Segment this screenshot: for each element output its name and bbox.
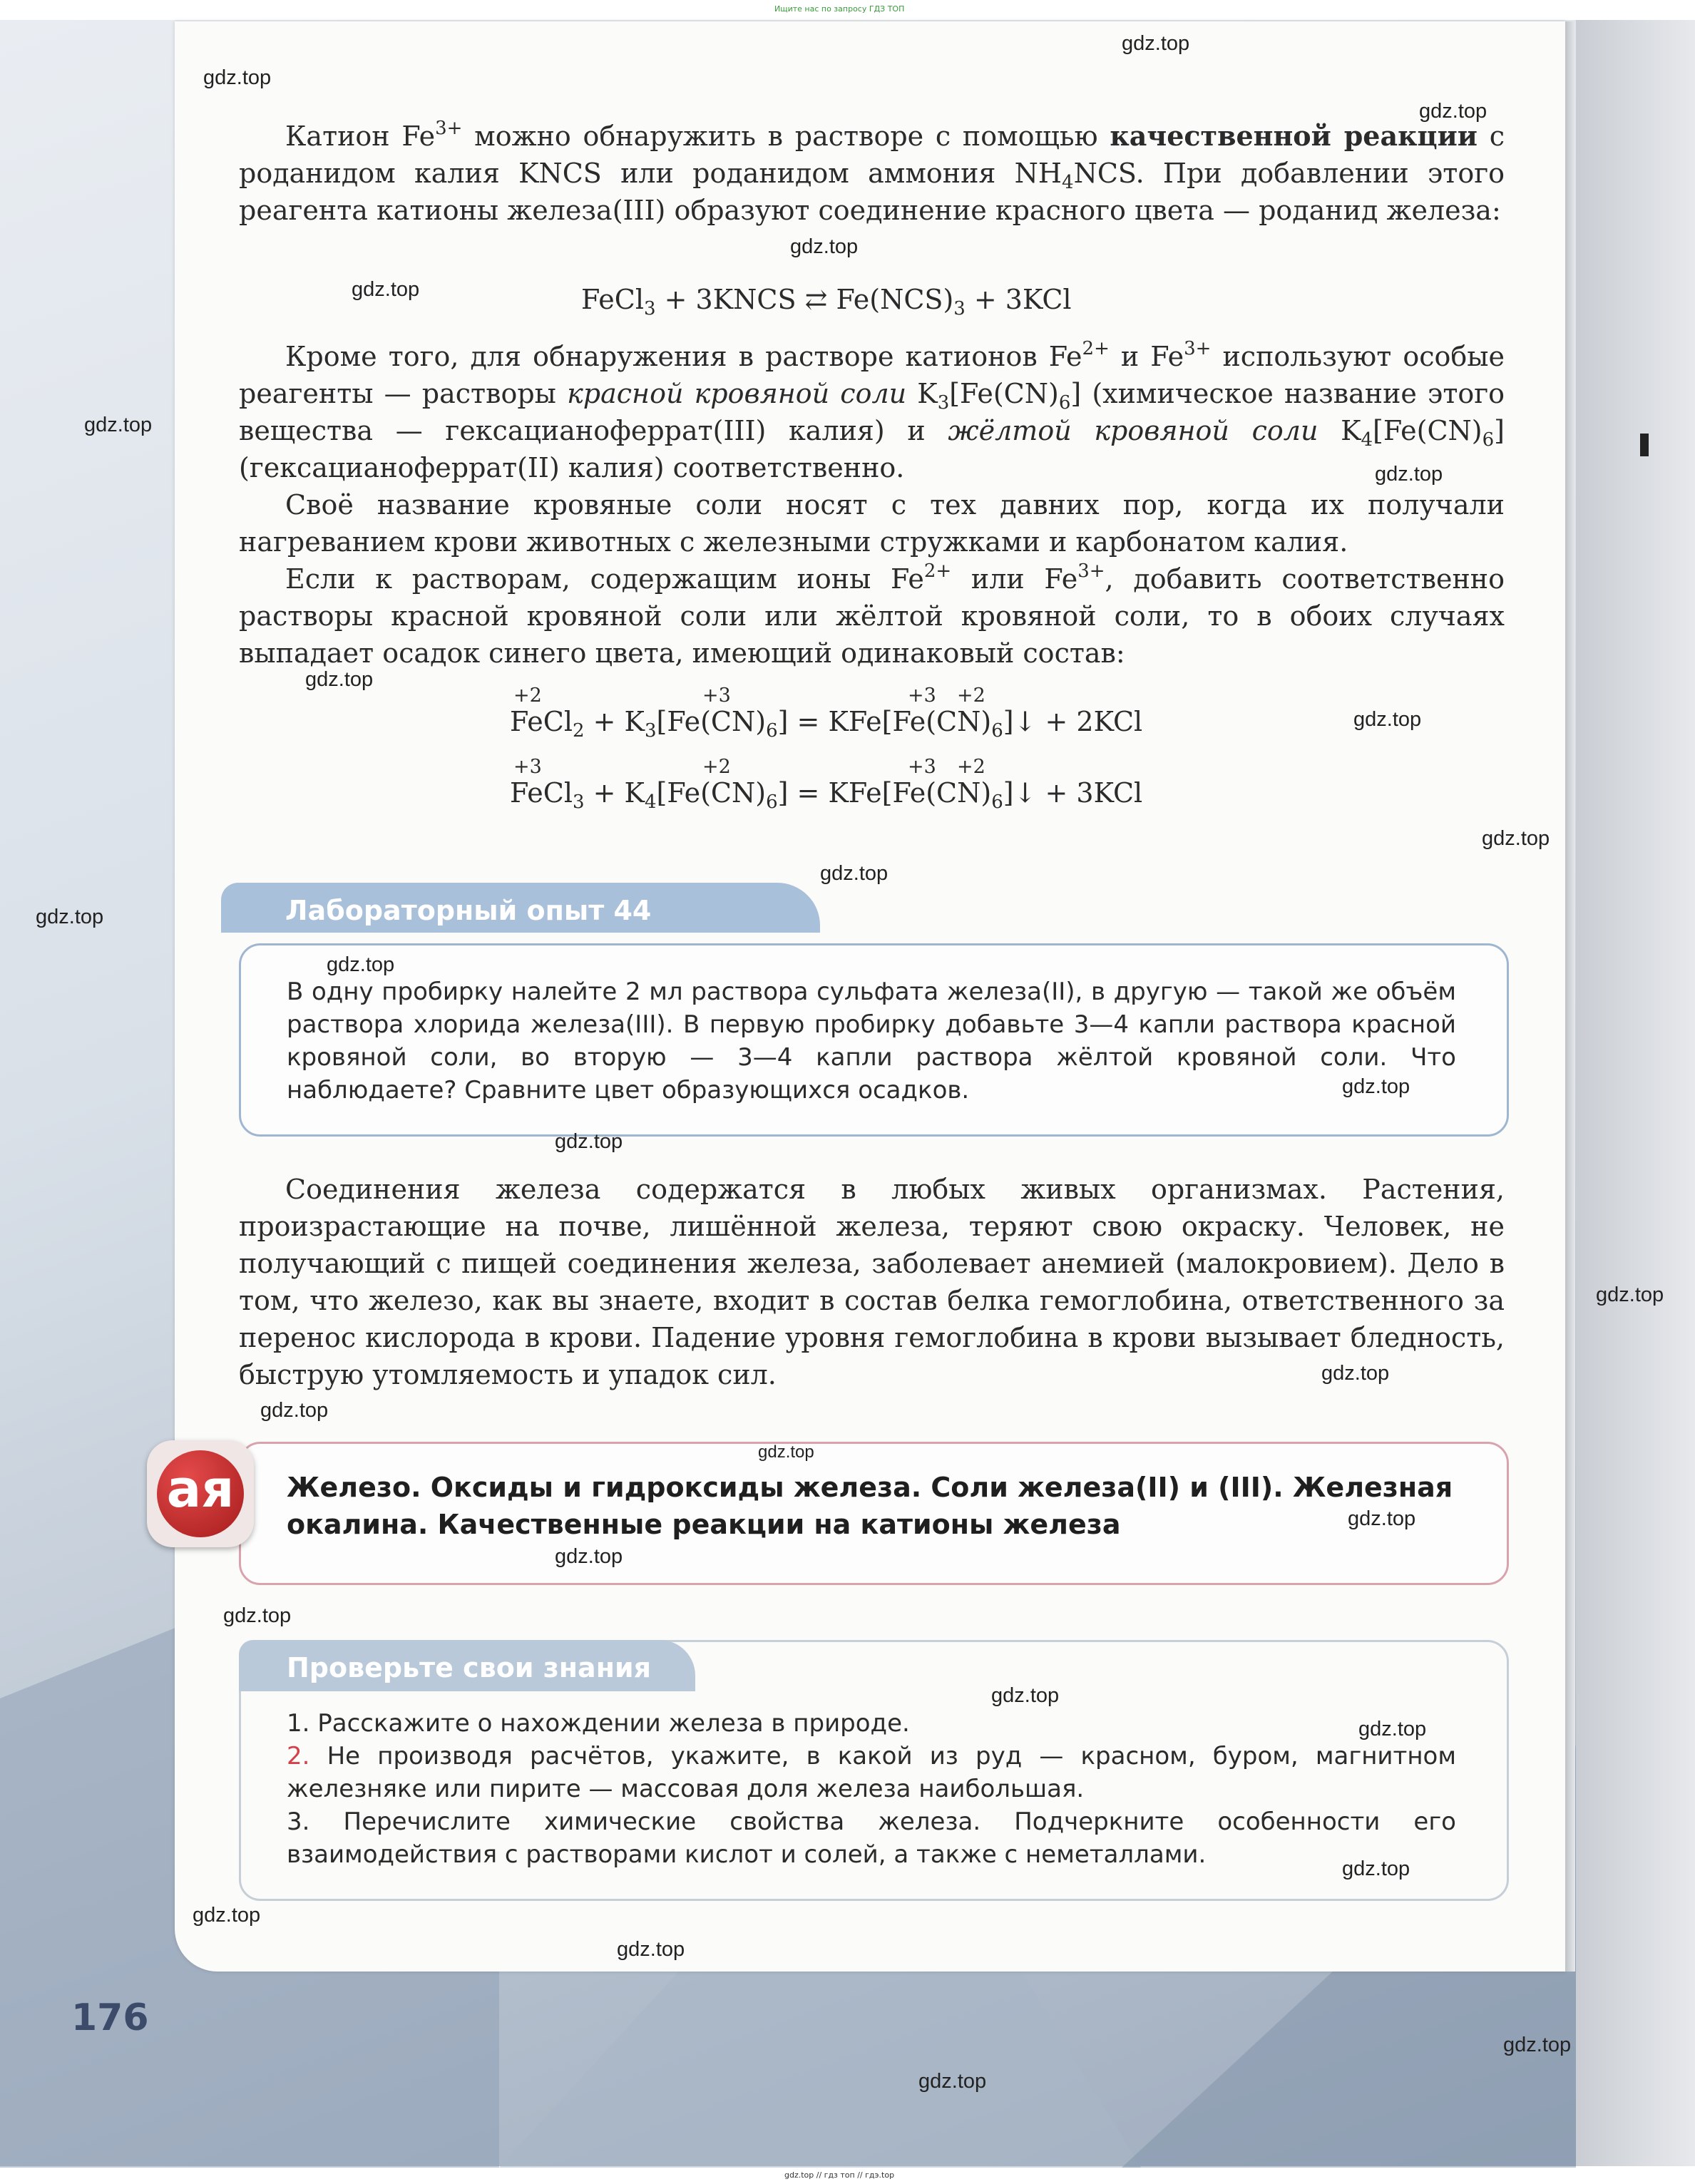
oxidation-state: +3	[702, 685, 731, 707]
watermark: gdz.top	[1353, 708, 1422, 731]
watermark: gdz.top	[918, 2070, 987, 2093]
formula: + K	[584, 777, 645, 809]
lab-experiment-text: В одну пробирку налейте 2 мл раствора сульфата железа(II), в другую — такой же объём раствора хлорида железа(III). В первую пробирку добавьте 3—4 капли раствора красной кровяной соли, во вторую — 3—4 капли раствора жёлтой кровяной соли. Что наблюдаете? Сравните цвет образующихся осадков.	[287, 978, 1456, 1104]
formula: [Fe(CN)	[656, 777, 767, 809]
oxidation-state: +3	[908, 756, 936, 778]
superscript: 3+	[435, 118, 463, 139]
oxidation-state: +2	[702, 756, 731, 778]
formula: + 3KCl	[965, 284, 1072, 315]
question-number: 1.	[287, 1709, 310, 1738]
paragraph-cation-detection	[239, 118, 1505, 229]
text: Кроме того, для обнаружения в растворе катионов Fe	[285, 341, 1082, 372]
text: K	[906, 378, 938, 409]
subscript: 6	[991, 720, 1003, 742]
watermark: gdz.top	[555, 1130, 623, 1153]
text: [Fe(CN)	[949, 378, 1059, 409]
formula: + 3KNCS ⇄ Fe(NCS)	[655, 284, 954, 315]
watermark: gdz.top	[1358, 1718, 1427, 1740]
watermark: gdz.top	[36, 906, 104, 928]
subscript: 3	[573, 791, 585, 813]
superscript: 3+	[1184, 338, 1212, 359]
subscript: 6	[1482, 429, 1495, 451]
paragraph-iron-in-organisms: Соединения железа содержатся в любых живых организмах. Растения, произрастающие на почве, лишённой железа, теряют свою окраску. Человек, не получающий с пищей соединения железа, заболевает анемией (малокровием). Дело в том, что железо, как вы знаете, входит в состав белка гемоглобина, ответственного за перенос кислорода в крови. Падение уровня гемоглобина в крови вызывает бледность, быструю утомляемость и упадок сил.	[239, 1174, 1505, 1390]
text: можно обнаружить в растворе с помощью	[462, 121, 1110, 152]
oxidation-state: +3	[513, 756, 542, 778]
text: [Fe(CN)	[1373, 415, 1483, 446]
footer-note: gdz.top // гдз топ // гдэ.top	[784, 2170, 895, 2180]
watermark: gdz.top	[820, 862, 889, 885]
watermark: gdz.top	[1342, 1075, 1410, 1098]
subscript: 4	[1062, 172, 1074, 193]
formula: ] = KFe[Fe(CN)	[777, 777, 992, 809]
oxidation-state: +3	[908, 685, 936, 707]
formula: FeCl	[510, 777, 573, 809]
formula: FeCl	[581, 284, 645, 315]
page-fold-right	[1576, 20, 1695, 2166]
formula: ] = KFe[Fe(CN)	[777, 706, 992, 737]
text: и Fe	[1109, 341, 1184, 372]
italic-term: жёлтой кровяной соли	[948, 415, 1318, 446]
watermark: gdz.top	[1122, 32, 1190, 55]
subscript: 6	[991, 791, 1003, 813]
watermark: gdz.top	[305, 668, 374, 691]
watermark: gdz.top	[1596, 1283, 1664, 1306]
subscript: 4	[644, 791, 657, 813]
paragraph-blue-precipitate	[239, 560, 1505, 672]
equation-thiocyanate	[581, 284, 1072, 319]
paragraph-blood-salts	[239, 338, 1505, 486]
watermark: gdz.top	[260, 1399, 329, 1422]
text: Катион Fe	[285, 121, 436, 152]
edge-mark	[1640, 434, 1649, 456]
text: Если к растворам, содержащим ионы Fe	[285, 563, 924, 595]
oxidation-state: +2	[957, 685, 985, 707]
question-item	[287, 1707, 1456, 1740]
watermark: gdz.top	[991, 1684, 1060, 1707]
subscript: 3	[644, 298, 656, 319]
bold-term: качественной реакции	[1110, 120, 1478, 152]
watermark: gdz.top	[352, 278, 420, 301]
text: с роданидом калия KNCS или роданидом аммония NH	[239, 121, 1505, 189]
question-text: Расскажите о нахождении железа в природе.	[317, 1709, 910, 1738]
paragraph-salts-name: Своё название кровяные соли носят с тех давних пор, когда их получали нагреванием крови животных с железными стружками и карбонатом калия.	[239, 489, 1505, 558]
header-note-text: Ищите нас по запросу ГДЗ ТОП	[774, 4, 905, 14]
superscript: 2+	[1082, 338, 1110, 359]
page-number: 176	[71, 1996, 149, 2039]
subscript: 6	[1058, 392, 1071, 414]
text: K	[1318, 415, 1361, 446]
watermark: gdz.top	[790, 235, 859, 258]
subscript: 4	[1361, 429, 1373, 451]
watermark: gdz.top	[1482, 827, 1550, 850]
watermark: gdz.top	[1375, 463, 1443, 486]
page-edge	[1565, 21, 1575, 1972]
formula: [Fe(CN)	[656, 706, 767, 737]
subscript: 6	[766, 720, 778, 742]
watermark: gdz.top	[1342, 1857, 1410, 1880]
formula: + K	[584, 706, 645, 737]
subscript: 6	[766, 791, 778, 813]
watermark: gdz.top	[1503, 2034, 1572, 2056]
watermark: gdz.top	[193, 1904, 261, 1927]
subscript: 2	[573, 720, 585, 742]
subscript: 3	[937, 392, 950, 414]
watermark: gdz.top	[555, 1545, 623, 1568]
italic-term: красной кровяной соли	[567, 378, 907, 409]
text: NCS. При добавлении этого реагента катионы железа(III) образуют соединение красного цвета — роданид железа:	[239, 158, 1505, 226]
subscript: 3	[953, 298, 966, 319]
text: ] (гексацианоферрат(II) калия) соответственно.	[239, 415, 1505, 483]
text: или Fe	[951, 563, 1078, 595]
watermark: gdz.top	[1321, 1362, 1390, 1385]
question-text: Не производя расчётов, укажите, в какой из руд — красном, буром, магнитном железняке или пирите — массовая доля железа наибольшая.	[287, 1742, 1457, 1803]
key-terms-text: Железо. Оксиды и гидроксиды железа. Соли железа(II) и (III). Железная окалина. Качественные реакции на катионы железа	[287, 1472, 1453, 1540]
superscript: 3+	[1077, 560, 1105, 582]
question-item	[287, 1805, 1456, 1871]
watermark: gdz.top	[223, 1604, 292, 1627]
watermark: gdz.top	[617, 1938, 685, 1961]
watermark: gdz.top	[327, 953, 395, 976]
question-number: 3.	[287, 1808, 310, 1836]
formula: ]↓ + 3KCl	[1003, 777, 1143, 809]
lab-experiment-title: Лабораторный опыт 44	[285, 895, 652, 926]
watermark: gdz.top	[84, 414, 153, 436]
watermark: gdz.top	[758, 1442, 814, 1462]
text: ] (химическое название этого вещества — гексацианоферрат(III) калия) и	[239, 378, 1505, 446]
oxidation-state: +2	[957, 756, 985, 778]
formula: ]↓ + 2KCl	[1003, 706, 1143, 737]
question-text: Перечислите химические свойства железа. Подчеркните особенности его взаимодействия с растворами кислот и солей, а также с неметаллами.	[287, 1808, 1456, 1869]
equation-line	[510, 706, 1143, 742]
logo-badge	[157, 1450, 244, 1537]
question-item	[287, 1740, 1456, 1805]
text: , добавить соответственно растворы красной кровяной соли или жёлтой кровяной соли, то в обоих случаях выпадает осадок синего цвета, имеющий одинаковый состав:	[239, 563, 1505, 669]
watermark: gdz.top	[1348, 1507, 1416, 1530]
subscript: 3	[644, 720, 657, 742]
key-terms-logo	[147, 1440, 254, 1547]
oxidation-state: +2	[513, 685, 542, 707]
equation-line	[510, 777, 1143, 813]
superscript: 2+	[923, 560, 952, 582]
text: используют особые реагенты — растворы	[239, 341, 1505, 409]
watermark: gdz.top	[1419, 100, 1487, 123]
logo-text: ая	[166, 1459, 235, 1519]
watermark: gdz.top	[203, 66, 272, 89]
question-number: 2.	[287, 1742, 310, 1770]
check-knowledge-title: Проверьте свои знания	[287, 1652, 651, 1683]
formula: FeCl	[510, 706, 573, 737]
